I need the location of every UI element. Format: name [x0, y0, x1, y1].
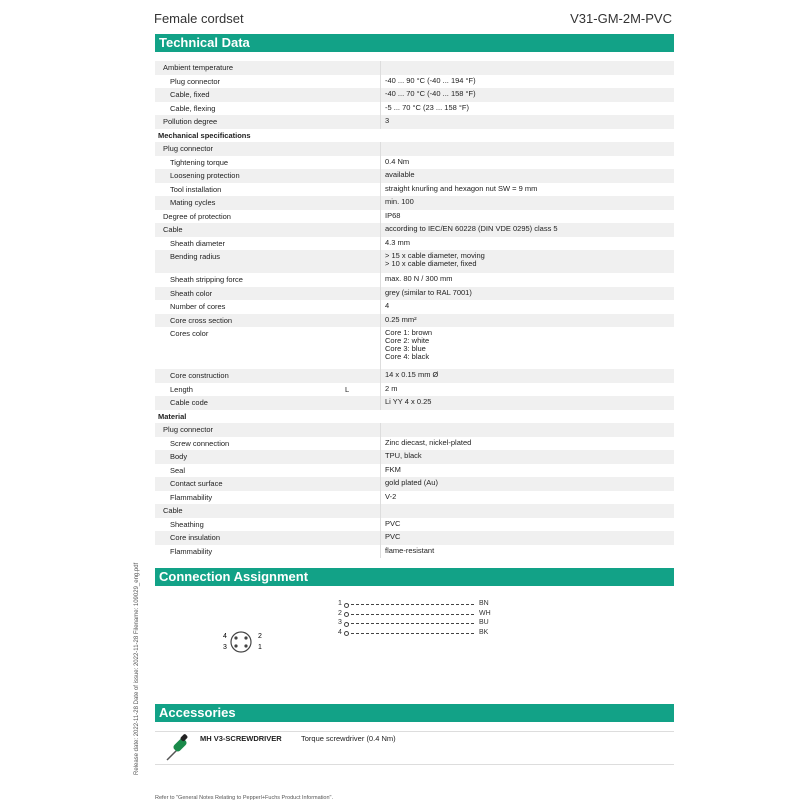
row-label: Number of cores: [170, 302, 226, 311]
accessory-description: Torque screwdriver (0.4 Nm): [301, 734, 396, 743]
row-label: Body: [155, 450, 345, 464]
table-row: [155, 183, 674, 197]
wire-color-code: WH: [479, 609, 491, 617]
technical-data-table: [155, 61, 674, 558]
row-label: Loosening protection: [155, 169, 345, 183]
table-row: [155, 287, 674, 301]
row-label: Length: [170, 384, 193, 394]
row-value: TPU, black: [381, 450, 675, 464]
row-label: Flammability: [170, 492, 213, 502]
row-label: Cable: [155, 504, 345, 518]
wire-line: [346, 604, 474, 605]
row-symbol: [345, 369, 381, 383]
row-label: Tool installation: [170, 184, 222, 194]
row-symbol: [345, 115, 381, 129]
row-symbol: L: [345, 384, 350, 394]
table-row: [155, 102, 674, 116]
accessory-name: MH V3-SCREWDRIVER: [200, 734, 282, 743]
table-row: [155, 142, 674, 156]
table-row: [155, 250, 674, 273]
row-label: Ambient temperature: [155, 61, 345, 75]
row-value: Core 1: brown Core 2: white Core 3: blue Core 4: black: [381, 327, 675, 369]
wire-line: [346, 614, 474, 615]
section-label: Material: [155, 410, 674, 424]
row-symbol: [345, 491, 381, 505]
row-label: Sheathing: [170, 519, 204, 529]
table-row: [155, 61, 674, 75]
row-symbol: [345, 545, 381, 559]
row-symbol: [345, 464, 381, 478]
row-value: 0.25 mm²: [381, 314, 675, 328]
wire-terminal: [344, 631, 349, 636]
row-label: Core insulation: [155, 531, 345, 545]
row-value: -40 ... 70 °C (-40 ... 158 °F): [381, 88, 675, 102]
row-symbol: [345, 196, 381, 210]
document-subtitle: Female cordset: [154, 11, 244, 26]
table-row: [155, 383, 674, 397]
row-label: Degree of protection: [163, 211, 231, 221]
row-value: according to IEC/EN 60228 (DIN VDE 0295) class 5: [381, 223, 675, 237]
row-value: -5 ... 70 °C (23 ... 158 °F): [381, 102, 675, 116]
table-row: [155, 156, 674, 170]
row-symbol: [345, 504, 381, 518]
row-symbol: [345, 142, 381, 156]
wire-terminal: [344, 612, 349, 617]
table-row: [155, 477, 674, 491]
wire-color-code: BU: [479, 619, 489, 626]
row-value: [381, 142, 675, 156]
row-symbol: [345, 327, 381, 369]
table-row: [155, 169, 674, 183]
row-symbol: [345, 396, 381, 410]
table-row: [155, 223, 674, 237]
row-label: Sheath stripping force: [170, 275, 243, 284]
table-row: [155, 491, 674, 505]
row-label: Cores color: [170, 329, 209, 338]
table-row: [155, 196, 674, 210]
table-row: [155, 464, 674, 478]
section-label: Mechanical specifications: [155, 129, 674, 143]
face-pin-2: 2: [258, 633, 262, 640]
row-label: Plug connector: [155, 142, 345, 156]
row-label: Pollution degree: [155, 115, 345, 129]
row-label: Sheath diameter: [170, 238, 226, 248]
table-row: [155, 115, 674, 129]
row-label: Seal: [170, 465, 186, 475]
connection-assignment-heading: Connection Assignment: [155, 568, 674, 586]
product-code: V31-GM-2M-PVC: [570, 11, 672, 26]
row-value: FKM: [381, 464, 675, 478]
technical-data-heading: Technical Data: [155, 34, 674, 52]
row-value: IP68: [381, 210, 675, 224]
face-pin-1: 1: [258, 644, 262, 651]
row-symbol: [345, 223, 381, 237]
face-pin-3: 3: [223, 644, 227, 651]
row-label: Cable, flexing: [170, 103, 216, 113]
row-symbol: [345, 183, 381, 197]
row-value: 14 x 0.15 mm Ø: [381, 369, 675, 383]
row-symbol: [345, 88, 381, 102]
row-symbol: [345, 518, 381, 532]
row-value: -40 ... 90 °C (-40 ... 194 °F): [381, 75, 675, 89]
row-label: Bending radius: [155, 250, 345, 273]
row-value: [381, 423, 675, 437]
row-symbol: [345, 169, 381, 183]
table-row: [155, 410, 674, 424]
face-pin-4: 4: [223, 633, 227, 640]
row-value: 4: [381, 300, 675, 314]
table-row: [155, 273, 674, 287]
wire-color-code: BK: [479, 628, 489, 636]
table-row: [155, 300, 674, 314]
row-label: Cable: [155, 223, 345, 237]
row-symbol: [345, 61, 381, 75]
accessory-row: [155, 731, 674, 765]
wire-terminal: [344, 603, 349, 608]
table-row: [155, 518, 674, 532]
table-row: [155, 450, 674, 464]
row-label: Tightening torque: [170, 157, 229, 167]
row-label: Core construction: [155, 369, 345, 383]
row-symbol: [345, 477, 381, 491]
row-label: Cable, fixed: [155, 88, 345, 102]
row-value: flame-resistant: [381, 545, 675, 559]
table-row: [155, 396, 674, 410]
row-symbol: [345, 314, 381, 328]
wire-pin-number: 4: [338, 628, 342, 636]
release-info: Release date: 2022-11-28 Date of issue: 2022-11-28 Filename: 109029_eng.pdf: [134, 562, 140, 775]
wire-terminal: [344, 622, 349, 627]
table-row: [155, 75, 674, 89]
wire-pin-number: 1: [338, 600, 342, 607]
screwdriver-icon: [163, 732, 193, 764]
row-label: Core cross section: [155, 314, 345, 328]
table-row: [155, 504, 674, 518]
row-value: min. 100: [381, 196, 675, 210]
table-row: [155, 129, 674, 143]
row-value: max. 80 N / 300 mm: [381, 273, 675, 287]
footer-note: Refer to "General Notes Relating to Pepperl+Fuchs Product Information".: [155, 795, 334, 801]
row-value: 3: [381, 115, 675, 129]
row-value: > 15 x cable diameter, moving > 10 x cable diameter, fixed: [381, 250, 675, 273]
row-symbol: [345, 210, 381, 224]
row-label: Cable code: [155, 396, 345, 410]
row-value: [381, 61, 675, 75]
table-row: [155, 237, 674, 251]
table-row: [155, 545, 674, 559]
table-row: [155, 327, 674, 369]
wire-pin-number: 2: [338, 609, 342, 617]
row-symbol: [345, 156, 381, 170]
row-value: gold plated (Au): [381, 477, 675, 491]
row-label: Contact surface: [155, 477, 345, 491]
row-value: PVC: [381, 518, 675, 532]
row-symbol: [345, 287, 381, 301]
row-value: 2 m: [381, 383, 675, 397]
table-row: [155, 88, 674, 102]
row-symbol: [345, 250, 381, 273]
row-symbol: [345, 531, 381, 545]
table-row: [155, 531, 674, 545]
row-value: 0.4 Nm: [381, 156, 675, 170]
row-label: Flammability: [170, 546, 213, 556]
row-symbol: [345, 237, 381, 251]
row-symbol: [345, 450, 381, 464]
row-value: grey (similar to RAL 7001): [381, 287, 675, 301]
row-symbol: [345, 423, 381, 437]
table-row: [155, 423, 674, 437]
table-row: [155, 437, 674, 451]
row-label: Plug connector: [170, 76, 221, 86]
table-row: [155, 314, 674, 328]
accessories-heading: Accessories: [155, 704, 674, 722]
table-row: [155, 210, 674, 224]
row-value: PVC: [381, 531, 675, 545]
row-symbol: [345, 273, 381, 287]
row-value: Zinc diecast, nickel-plated: [381, 437, 675, 451]
wire-line: [346, 623, 474, 624]
wire-line: [346, 633, 474, 634]
connector-pin-face: [218, 628, 268, 656]
row-value: available: [381, 169, 675, 183]
row-symbol: [345, 75, 381, 89]
row-label: Sheath color: [155, 287, 345, 301]
table-row: [155, 369, 674, 383]
row-symbol: [345, 437, 381, 451]
wire-color-code: BN: [479, 600, 489, 607]
row-value: [381, 504, 675, 518]
row-value: Li YY 4 x 0.25: [381, 396, 675, 410]
row-value: straight knurling and hexagon nut SW = 9 mm: [381, 183, 675, 197]
row-value: V-2: [381, 491, 675, 505]
wire-pin-number: 3: [338, 619, 342, 626]
row-label: Mating cycles: [155, 196, 345, 210]
row-symbol: [345, 300, 381, 314]
row-value: 4.3 mm: [381, 237, 675, 251]
row-symbol: [345, 102, 381, 116]
row-label: Screw connection: [170, 438, 230, 448]
row-label: Plug connector: [155, 423, 345, 437]
